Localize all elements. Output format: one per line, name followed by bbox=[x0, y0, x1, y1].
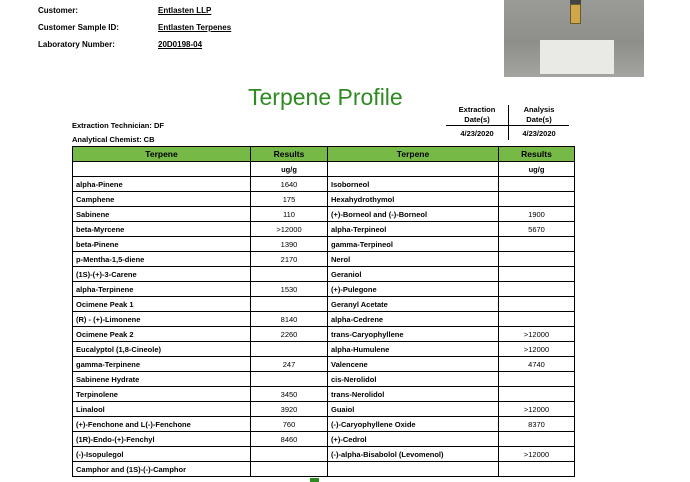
terpene-name-right: Geranyl Acetate bbox=[328, 297, 499, 312]
terpene-name-left: Linalool bbox=[73, 402, 251, 417]
units-blank-right bbox=[328, 162, 499, 177]
result-left bbox=[251, 297, 328, 312]
table-row bbox=[73, 267, 575, 282]
terpene-name-left: (R) - (+)-Limonene bbox=[73, 312, 251, 327]
result-right bbox=[499, 387, 575, 402]
terpene-name-right bbox=[328, 462, 499, 477]
table-row bbox=[73, 342, 575, 357]
terpene-name-right: Hexahydrothymol bbox=[328, 192, 499, 207]
result-right bbox=[499, 192, 575, 207]
result-right: 5670 bbox=[499, 222, 575, 237]
terpene-name-right: gamma-Terpineol bbox=[328, 237, 499, 252]
col-header-terpene-left: Terpene bbox=[73, 147, 251, 162]
table-row bbox=[73, 297, 575, 312]
result-right: >12000 bbox=[499, 447, 575, 462]
result-right: 8370 bbox=[499, 417, 575, 432]
table-row bbox=[73, 282, 575, 297]
result-left: 110 bbox=[251, 207, 328, 222]
terpene-name-left: Terpinolene bbox=[73, 387, 251, 402]
terpene-name-right: alpha-Humulene bbox=[328, 342, 499, 357]
terpene-name-right: Isoborneol bbox=[328, 177, 499, 192]
customer-value: Entlasten LLP bbox=[158, 6, 212, 15]
extraction-date-column bbox=[446, 105, 508, 140]
extraction-date-header bbox=[446, 105, 508, 126]
extraction-technician: Extraction Technician: DF bbox=[72, 121, 164, 130]
customer-label: Customer: bbox=[38, 6, 79, 15]
col-header-results-left: Results bbox=[251, 147, 328, 162]
result-left bbox=[251, 372, 328, 387]
terpene-name-right: (+)-Pulegone bbox=[328, 282, 499, 297]
table-row bbox=[73, 192, 575, 207]
result-right: >12000 bbox=[499, 342, 575, 357]
terpene-name-right: trans-Caryophyllene bbox=[328, 327, 499, 342]
result-left bbox=[251, 267, 328, 282]
table-row bbox=[73, 237, 575, 252]
table-header-row bbox=[73, 147, 575, 162]
analysis-date-column bbox=[508, 105, 569, 140]
staff-info bbox=[72, 119, 164, 147]
page-footer-mark bbox=[310, 478, 319, 482]
terpene-name-left: Eucalyptol (1,8-Cineole) bbox=[73, 342, 251, 357]
result-right: >12000 bbox=[499, 402, 575, 417]
terpene-name-left: (1S)-(+)-3-Carene bbox=[73, 267, 251, 282]
table-row bbox=[73, 417, 575, 432]
terpene-name-left: p-Mentha-1,5-diene bbox=[73, 252, 251, 267]
table-row bbox=[73, 357, 575, 372]
page-title: Terpene Profile bbox=[248, 84, 403, 110]
terpene-name-right: (+)-Borneol and (-)-Borneol bbox=[328, 207, 499, 222]
table-row bbox=[73, 387, 575, 402]
terpene-name-right: trans-Nerolidol bbox=[328, 387, 499, 402]
table-row bbox=[73, 432, 575, 447]
table-row bbox=[73, 207, 575, 222]
result-right: 1900 bbox=[499, 207, 575, 222]
result-left bbox=[251, 342, 328, 357]
terpene-name-left: (1R)-Endo-(+)-Fenchyl bbox=[73, 432, 251, 447]
lab-number-label: Laboratory Number: bbox=[38, 40, 115, 49]
result-right bbox=[499, 282, 575, 297]
terpene-name-right: (-)-Caryophyllene Oxide bbox=[328, 417, 499, 432]
sample-info bbox=[38, 2, 231, 53]
unit-right: ug/g bbox=[499, 162, 575, 177]
result-right bbox=[499, 252, 575, 267]
dates-block bbox=[446, 105, 569, 140]
result-left: >12000 bbox=[251, 222, 328, 237]
result-right bbox=[499, 312, 575, 327]
result-right bbox=[499, 372, 575, 387]
table-row bbox=[73, 177, 575, 192]
terpene-name-left: Ocimene Peak 1 bbox=[73, 297, 251, 312]
terpene-name-left: Camphor and (1S)-(-)-Camphor bbox=[73, 462, 251, 477]
table-row bbox=[73, 462, 575, 477]
terpene-table bbox=[72, 146, 575, 477]
terpene-name-right: alpha-Cedrene bbox=[328, 312, 499, 327]
result-left: 8460 bbox=[251, 432, 328, 447]
sample-id-value: Entlasten Terpenes bbox=[158, 23, 232, 32]
terpene-name-left: beta-Pinene bbox=[73, 237, 251, 252]
result-left: 3920 bbox=[251, 402, 328, 417]
table-row bbox=[73, 327, 575, 342]
table-row bbox=[73, 222, 575, 237]
result-left: 8140 bbox=[251, 312, 328, 327]
result-left: 1530 bbox=[251, 282, 328, 297]
table-row bbox=[73, 447, 575, 462]
result-right: 4740 bbox=[499, 357, 575, 372]
units-blank-left bbox=[73, 162, 251, 177]
analysis-date-header bbox=[509, 105, 569, 126]
terpene-name-right: alpha-Terpineol bbox=[328, 222, 499, 237]
result-left: 1390 bbox=[251, 237, 328, 252]
unit-left: ug/g bbox=[251, 162, 328, 177]
extraction-date-value: 4/23/2020 bbox=[460, 129, 494, 138]
units-row bbox=[73, 162, 575, 177]
sample-photo bbox=[504, 0, 644, 77]
table-row bbox=[73, 372, 575, 387]
lab-number-value: 20D0198-04 bbox=[158, 40, 203, 49]
result-left: 1640 bbox=[251, 177, 328, 192]
result-left: 2170 bbox=[251, 252, 328, 267]
result-left: 247 bbox=[251, 357, 328, 372]
terpene-name-right: Valencene bbox=[328, 357, 499, 372]
terpene-name-left: Camphene bbox=[73, 192, 251, 207]
terpene-name-left: Sabinene bbox=[73, 207, 251, 222]
result-right bbox=[499, 297, 575, 312]
terpene-name-left: Sabinene Hydrate bbox=[73, 372, 251, 387]
analysis-date-header-line1: Analysis bbox=[523, 105, 555, 114]
analysis-date-value: 4/23/2020 bbox=[522, 129, 556, 138]
result-left bbox=[251, 447, 328, 462]
sample-id-row bbox=[38, 19, 231, 36]
result-left: 175 bbox=[251, 192, 328, 207]
result-left bbox=[251, 462, 328, 477]
extraction-date-header-line2: Date(s) bbox=[464, 115, 490, 124]
result-right: >12000 bbox=[499, 327, 575, 342]
terpene-name-left: Ocimene Peak 2 bbox=[73, 327, 251, 342]
terpene-name-right: (+)-Cedrol bbox=[328, 432, 499, 447]
terpene-name-left: gamma-Terpinene bbox=[73, 357, 251, 372]
table-row bbox=[73, 402, 575, 417]
result-right bbox=[499, 267, 575, 282]
result-right bbox=[499, 237, 575, 252]
result-right bbox=[499, 177, 575, 192]
result-right bbox=[499, 432, 575, 447]
analytical-chemist: Analytical Chemist: CB bbox=[72, 135, 155, 144]
col-header-results-right: Results bbox=[499, 147, 575, 162]
result-left: 760 bbox=[251, 417, 328, 432]
terpene-name-right: Nerol bbox=[328, 252, 499, 267]
result-right bbox=[499, 462, 575, 477]
analysis-date-header-line2: Date(s) bbox=[526, 115, 552, 124]
table-row bbox=[73, 312, 575, 327]
extraction-date-header-line1: Extraction bbox=[458, 105, 496, 114]
terpene-name-right: Geraniol bbox=[328, 267, 499, 282]
terpene-name-right: (-)-alpha-Bisabolol (Levomenol) bbox=[328, 447, 499, 462]
col-header-terpene-right: Terpene bbox=[328, 147, 499, 162]
terpene-name-right: Guaiol bbox=[328, 402, 499, 417]
lab-number-row bbox=[38, 36, 231, 53]
terpene-name-left: alpha-Terpinene bbox=[73, 282, 251, 297]
terpene-name-left: (+)-Fenchone and L(-)-Fenchone bbox=[73, 417, 251, 432]
table-row bbox=[73, 252, 575, 267]
photo-vial bbox=[570, 4, 581, 24]
customer-row bbox=[38, 2, 231, 19]
result-left: 3450 bbox=[251, 387, 328, 402]
terpene-name-left: alpha-Pinene bbox=[73, 177, 251, 192]
photo-label-card bbox=[540, 40, 614, 74]
terpene-name-left: (-)-Isopulegol bbox=[73, 447, 251, 462]
terpene-name-right: cis-Nerolidol bbox=[328, 372, 499, 387]
terpene-name-left: beta-Myrcene bbox=[73, 222, 251, 237]
sample-id-label: Customer Sample ID: bbox=[38, 23, 119, 32]
result-left: 2260 bbox=[251, 327, 328, 342]
